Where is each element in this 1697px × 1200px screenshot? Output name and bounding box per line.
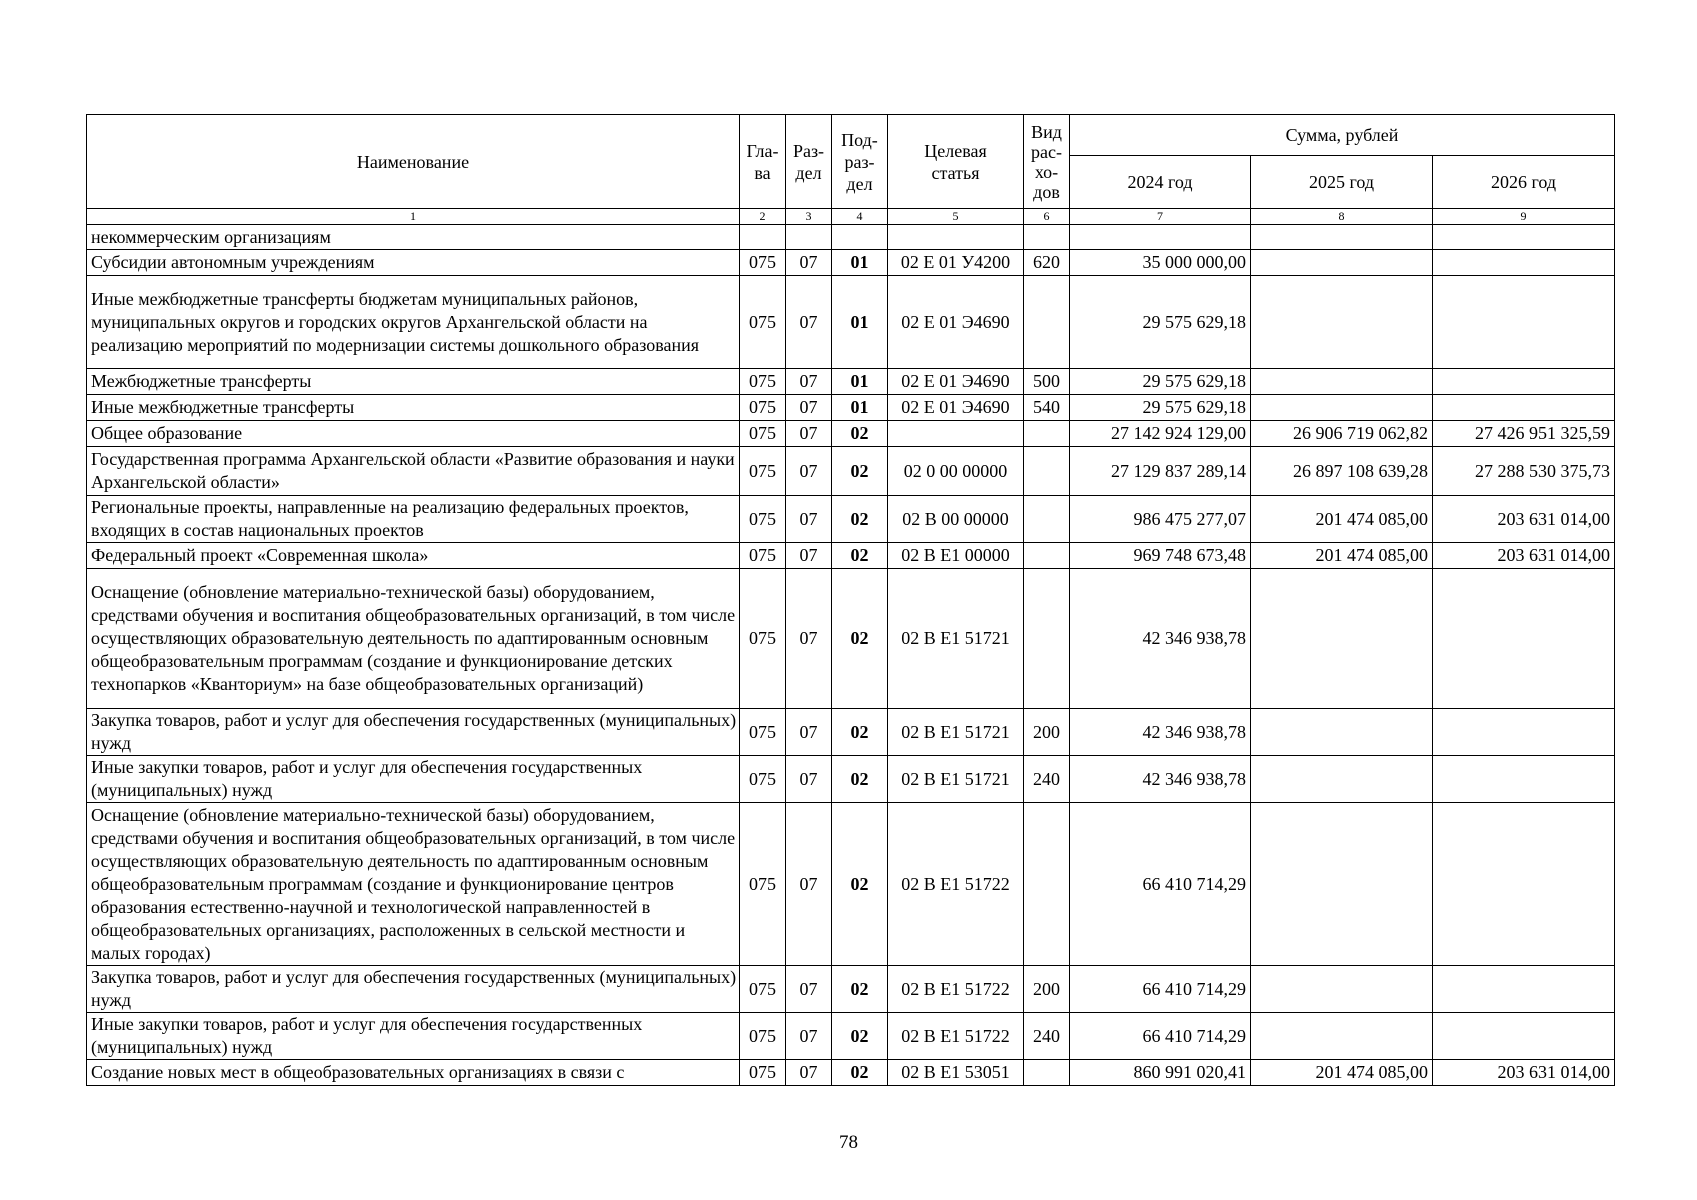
- cell-razdel: 07: [786, 1013, 832, 1060]
- page-number: 78: [839, 1132, 858, 1153]
- table-header: [87, 115, 1615, 225]
- header-glava: Гла- ва: [740, 115, 786, 209]
- cell-razdel: 07: [786, 276, 832, 369]
- header-year-2024: 2024 год: [1070, 156, 1251, 209]
- table-row: [87, 569, 1615, 709]
- cell-sum-2024: 66 410 714,29: [1070, 1013, 1251, 1060]
- header-year-2026: 2026 год: [1433, 156, 1615, 209]
- cell-vid-rashodov: [1024, 569, 1070, 709]
- cell-sum-2024: 66 410 714,29: [1070, 803, 1251, 966]
- cell-sum-2025: [1251, 709, 1433, 756]
- cell-glava: 075: [740, 803, 786, 966]
- cell-name: Федеральный проект «Современная школа»: [87, 543, 740, 569]
- cell-podrazdel: 02: [832, 709, 888, 756]
- header-podrazdel: Под- раз- дел: [832, 115, 888, 209]
- cell-glava: 075: [740, 1060, 786, 1086]
- cell-name: Общее образование: [87, 421, 740, 447]
- cell-vid-rashodov: 620: [1024, 250, 1070, 276]
- cell-name: Региональные проекты, направленные на реализацию федеральных проектов, входящих в состав национальных проектов: [87, 496, 740, 543]
- header-vid-rashodov: Вид рас- хо- дов: [1024, 115, 1070, 209]
- cell-sum-2024: 860 991 020,41: [1070, 1060, 1251, 1086]
- cell-vid-rashodov: [1024, 803, 1070, 966]
- cell-tselevaya-statya: 02 В Е1 51721: [888, 709, 1024, 756]
- cell-razdel: 07: [786, 496, 832, 543]
- cell-tselevaya-statya: 02 0 00 00000: [888, 447, 1024, 496]
- cell-podrazdel: 01: [832, 250, 888, 276]
- column-number: 5: [888, 209, 1024, 225]
- cell-sum-2024: 986 475 277,07: [1070, 496, 1251, 543]
- cell-vid-rashodov: [1024, 447, 1070, 496]
- table-row: [87, 395, 1615, 421]
- cell-sum-2024: 969 748 673,48: [1070, 543, 1251, 569]
- cell-name: Оснащение (обновление материально-технической базы) оборудованием, средствами обучения и воспитания общеобразовательных организаций, в том числе осуществляющих образовательную деятельность по адаптированным основным общеобразовательным программам (создание и функционирование центров образования естественно-научной и технологической направленностей в общеобразовательных организациях, расположенных в сельской местности и малых городах): [87, 803, 740, 966]
- cell-sum-2025: 201 474 085,00: [1251, 543, 1433, 569]
- cell-sum-2025: [1251, 225, 1433, 250]
- cell-sum-2026: 27 426 951 325,59: [1433, 421, 1615, 447]
- cell-sum-2024: [1070, 225, 1251, 250]
- cell-tselevaya-statya: 02 В Е1 00000: [888, 543, 1024, 569]
- cell-name: Иные межбюджетные трансферты бюджетам муниципальных районов, муниципальных округов и городских округов Архангельской области на реализацию мероприятий по модернизации системы дошкольного образования: [87, 276, 740, 369]
- cell-glava: 075: [740, 496, 786, 543]
- column-number: 7: [1070, 209, 1251, 225]
- cell-podrazdel: 02: [832, 447, 888, 496]
- cell-tselevaya-statya: 02 Е 01 Э4690: [888, 395, 1024, 421]
- table-row: [87, 276, 1615, 369]
- header-summa: Сумма, рублей: [1070, 115, 1615, 156]
- cell-glava: 075: [740, 966, 786, 1013]
- cell-vid-rashodov: 200: [1024, 709, 1070, 756]
- cell-podrazdel: 02: [832, 756, 888, 803]
- cell-name: Закупка товаров, работ и услуг для обеспечения государственных (муниципальных) нужд: [87, 709, 740, 756]
- budget-table-container: [86, 114, 1614, 1086]
- cell-name: Закупка товаров, работ и услуг для обеспечения государственных (муниципальных) нужд: [87, 966, 740, 1013]
- cell-sum-2025: 201 474 085,00: [1251, 496, 1433, 543]
- cell-sum-2024: 66 410 714,29: [1070, 966, 1251, 1013]
- column-number: 9: [1433, 209, 1615, 225]
- cell-sum-2025: [1251, 369, 1433, 395]
- cell-sum-2026: [1433, 709, 1615, 756]
- cell-sum-2025: [1251, 395, 1433, 421]
- cell-glava: 075: [740, 569, 786, 709]
- cell-podrazdel: 01: [832, 276, 888, 369]
- cell-tselevaya-statya: 02 Е 01 Э4690: [888, 369, 1024, 395]
- table-row: [87, 250, 1615, 276]
- cell-sum-2025: 26 906 719 062,82: [1251, 421, 1433, 447]
- cell-podrazdel: 01: [832, 395, 888, 421]
- cell-sum-2026: [1433, 756, 1615, 803]
- cell-sum-2026: [1433, 276, 1615, 369]
- column-number: 6: [1024, 209, 1070, 225]
- cell-sum-2026: [1433, 225, 1615, 250]
- cell-glava: 075: [740, 421, 786, 447]
- cell-vid-rashodov: [1024, 225, 1070, 250]
- cell-razdel: 07: [786, 447, 832, 496]
- cell-podrazdel: 02: [832, 1060, 888, 1086]
- cell-podrazdel: 02: [832, 421, 888, 447]
- cell-glava: 075: [740, 709, 786, 756]
- cell-vid-rashodov: [1024, 1060, 1070, 1086]
- cell-name: Иные закупки товаров, работ и услуг для обеспечения государственных (муниципальных) нужд: [87, 1013, 740, 1060]
- cell-tselevaya-statya: 02 В Е1 53051: [888, 1060, 1024, 1086]
- cell-razdel: 07: [786, 543, 832, 569]
- cell-glava: 075: [740, 250, 786, 276]
- cell-sum-2026: [1433, 569, 1615, 709]
- cell-vid-rashodov: 540: [1024, 395, 1070, 421]
- cell-sum-2026: 203 631 014,00: [1433, 543, 1615, 569]
- cell-sum-2026: [1433, 250, 1615, 276]
- cell-podrazdel: 02: [832, 496, 888, 543]
- table-row: [87, 543, 1615, 569]
- header-year-2025: 2025 год: [1251, 156, 1433, 209]
- table-row: [87, 803, 1615, 966]
- cell-sum-2024: 29 575 629,18: [1070, 369, 1251, 395]
- cell-sum-2024: 35 000 000,00: [1070, 250, 1251, 276]
- cell-glava: 075: [740, 1013, 786, 1060]
- cell-name: Государственная программа Архангельской области «Развитие образования и науки Архангельской области»: [87, 447, 740, 496]
- cell-razdel: 07: [786, 803, 832, 966]
- cell-sum-2024: 42 346 938,78: [1070, 709, 1251, 756]
- cell-razdel: 07: [786, 395, 832, 421]
- cell-sum-2026: 203 631 014,00: [1433, 1060, 1615, 1086]
- cell-sum-2025: [1251, 966, 1433, 1013]
- cell-sum-2026: 27 288 530 375,73: [1433, 447, 1615, 496]
- cell-name: Иные межбюджетные трансферты: [87, 395, 740, 421]
- table-row: [87, 447, 1615, 496]
- cell-vid-rashodov: [1024, 421, 1070, 447]
- cell-tselevaya-statya: 02 В Е1 51722: [888, 966, 1024, 1013]
- cell-glava: 075: [740, 276, 786, 369]
- table-row: [87, 1060, 1615, 1086]
- header-name: Наименование: [87, 115, 740, 209]
- cell-glava: 075: [740, 756, 786, 803]
- cell-tselevaya-statya: [888, 225, 1024, 250]
- cell-podrazdel: 02: [832, 1013, 888, 1060]
- cell-sum-2025: [1251, 569, 1433, 709]
- table-row: [87, 966, 1615, 1013]
- cell-name: Создание новых мест в общеобразовательных организациях в связи с: [87, 1060, 740, 1086]
- cell-podrazdel: 01: [832, 369, 888, 395]
- column-number: 8: [1251, 209, 1433, 225]
- cell-glava: 075: [740, 395, 786, 421]
- cell-tselevaya-statya: 02 В Е1 51722: [888, 803, 1024, 966]
- cell-podrazdel: 02: [832, 803, 888, 966]
- cell-sum-2026: 203 631 014,00: [1433, 496, 1615, 543]
- cell-podrazdel: 02: [832, 543, 888, 569]
- cell-sum-2025: [1251, 1013, 1433, 1060]
- table-row: [87, 225, 1615, 250]
- cell-glava: 075: [740, 447, 786, 496]
- cell-name: Межбюджетные трансферты: [87, 369, 740, 395]
- cell-name: Субсидии автономным учреждениям: [87, 250, 740, 276]
- cell-glava: [740, 225, 786, 250]
- cell-sum-2024: 29 575 629,18: [1070, 395, 1251, 421]
- table-row: [87, 369, 1615, 395]
- cell-podrazdel: 02: [832, 966, 888, 1013]
- header-razdel: Раз- дел: [786, 115, 832, 209]
- table-row: [87, 1013, 1615, 1060]
- cell-name: Иные закупки товаров, работ и услуг для обеспечения государственных (муниципальных) нужд: [87, 756, 740, 803]
- cell-vid-rashodov: [1024, 543, 1070, 569]
- cell-razdel: 07: [786, 369, 832, 395]
- cell-tselevaya-statya: 02 В Е1 51721: [888, 569, 1024, 709]
- cell-vid-rashodov: 240: [1024, 756, 1070, 803]
- cell-podrazdel: [832, 225, 888, 250]
- cell-sum-2024: 42 346 938,78: [1070, 756, 1251, 803]
- cell-razdel: 07: [786, 709, 832, 756]
- cell-sum-2026: [1433, 803, 1615, 966]
- table-row: [87, 709, 1615, 756]
- cell-podrazdel: 02: [832, 569, 888, 709]
- cell-sum-2024: 27 129 837 289,14: [1070, 447, 1251, 496]
- cell-glava: 075: [740, 543, 786, 569]
- cell-sum-2025: 201 474 085,00: [1251, 1060, 1433, 1086]
- cell-name: Оснащение (обновление материально-технической базы) оборудованием, средствами обучения и воспитания общеобразовательных организаций, в том числе осуществляющих образовательную деятельность по адаптированным основным общеобразовательным программам (создание и функционирование детских технопарков «Кванториум» на базе общеобразовательных организаций): [87, 569, 740, 709]
- table-row: [87, 496, 1615, 543]
- cell-sum-2025: [1251, 756, 1433, 803]
- cell-razdel: 07: [786, 756, 832, 803]
- cell-sum-2026: [1433, 369, 1615, 395]
- cell-tselevaya-statya: [888, 421, 1024, 447]
- cell-sum-2026: [1433, 1013, 1615, 1060]
- cell-razdel: 07: [786, 569, 832, 709]
- column-number: 1: [87, 209, 740, 225]
- cell-sum-2025: [1251, 803, 1433, 966]
- table-body: [87, 225, 1615, 1086]
- cell-vid-rashodov: [1024, 496, 1070, 543]
- cell-sum-2024: 29 575 629,18: [1070, 276, 1251, 369]
- cell-razdel: 07: [786, 966, 832, 1013]
- cell-name: некоммерческим организациям: [87, 225, 740, 250]
- column-number: 4: [832, 209, 888, 225]
- cell-razdel: 07: [786, 1060, 832, 1086]
- cell-tselevaya-statya: 02 В 00 00000: [888, 496, 1024, 543]
- cell-vid-rashodov: 240: [1024, 1013, 1070, 1060]
- cell-tselevaya-statya: 02 В Е1 51721: [888, 756, 1024, 803]
- column-number: 2: [740, 209, 786, 225]
- cell-razdel: 07: [786, 421, 832, 447]
- column-number: 3: [786, 209, 832, 225]
- cell-tselevaya-statya: 02 Е 01 Э4690: [888, 276, 1024, 369]
- cell-tselevaya-statya: 02 Е 01 У4200: [888, 250, 1024, 276]
- cell-razdel: 07: [786, 250, 832, 276]
- cell-sum-2024: 42 346 938,78: [1070, 569, 1251, 709]
- cell-glava: 075: [740, 369, 786, 395]
- table-row: [87, 756, 1615, 803]
- cell-razdel: [786, 225, 832, 250]
- table-row: [87, 421, 1615, 447]
- budget-table: [86, 114, 1615, 1086]
- cell-sum-2024: 27 142 924 129,00: [1070, 421, 1251, 447]
- cell-sum-2025: [1251, 276, 1433, 369]
- cell-sum-2025: 26 897 108 639,28: [1251, 447, 1433, 496]
- cell-tselevaya-statya: 02 В Е1 51722: [888, 1013, 1024, 1060]
- cell-vid-rashodov: 500: [1024, 369, 1070, 395]
- cell-vid-rashodov: 200: [1024, 966, 1070, 1013]
- cell-sum-2026: [1433, 395, 1615, 421]
- column-number-row: [87, 209, 1615, 225]
- header-tselevaya-statya: Целевая статья: [888, 115, 1024, 209]
- cell-vid-rashodov: [1024, 276, 1070, 369]
- cell-sum-2025: [1251, 250, 1433, 276]
- cell-sum-2026: [1433, 966, 1615, 1013]
